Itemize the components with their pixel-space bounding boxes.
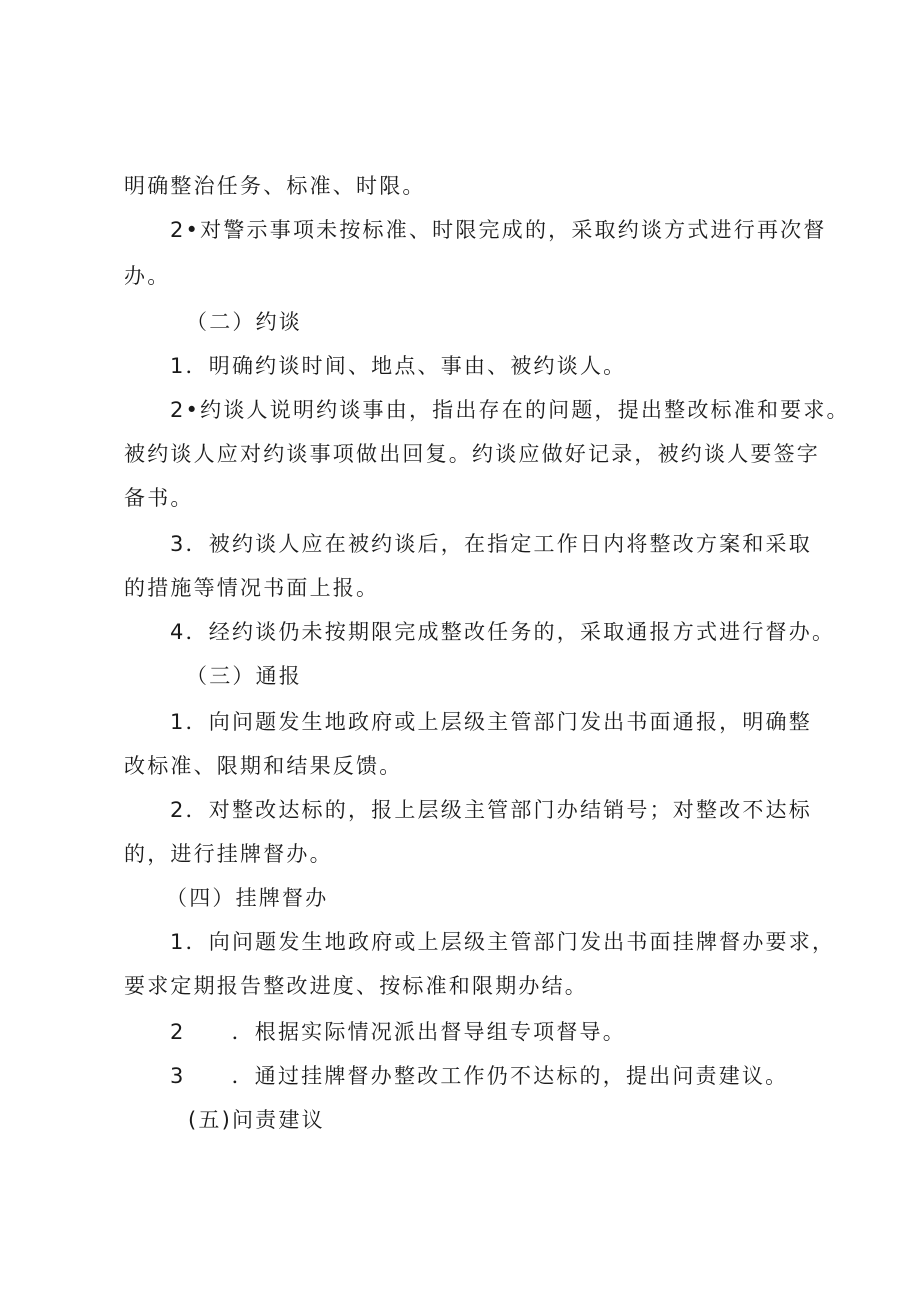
- section-heading: （二）约谈: [186, 310, 302, 334]
- item-number: 3: [170, 1064, 186, 1088]
- item-text: ．根据实际情况派出督导组专项督导。: [231, 1020, 626, 1044]
- paragraph-line: 改标准、限期和结果反馈。: [124, 754, 403, 778]
- paragraph-line: 明确整治任务、标准、时限。: [124, 174, 426, 198]
- paragraph-line: 1．明确约谈时间、地点、事由、被约谈人。: [170, 354, 627, 378]
- paragraph-line: 1．向问题发生地政府或上层级主管部门发出书面通报，明确整: [170, 710, 812, 734]
- paragraph-line: 备书。: [124, 486, 194, 510]
- section-heading: （三）通报: [186, 664, 302, 688]
- paragraph-line: 要求定期报告整改进度、按标准和限期办结。: [124, 974, 588, 998]
- paragraph-line: 被约谈人应对约谈事项做出回复。约谈应做好记录，被约谈人要签字: [124, 442, 820, 466]
- section-heading: （四）挂牌督办: [166, 886, 329, 910]
- paragraph-line-split: [170, 1062, 788, 1090]
- paragraph-line: 4．经约谈仍未按期限完成整改任务的，采取通报方式进行督办。: [170, 620, 836, 644]
- paragraph-line: 2•约谈人说明约谈事由，指出存在的问题，提出整改标准和要求。: [170, 398, 850, 422]
- item-text: ．通过挂牌督办整改工作仍不达标的，提出问责建议。: [231, 1064, 789, 1088]
- paragraph-line: 2．对整改达标的，报上层级主管部门办结销号；对整改不达标: [170, 798, 812, 822]
- paragraph-line: 办。: [124, 264, 171, 288]
- section-heading: (五)问责建议: [188, 1108, 325, 1132]
- paragraph-line: 1．向问题发生地政府或上层级主管部门发出书面挂牌督办要求，: [170, 930, 836, 954]
- paragraph-line: 3．被约谈人应在被约谈后，在指定工作日内将整改方案和采取: [170, 532, 812, 556]
- paragraph-line: 2•对警示事项未按标准、时限完成的，采取约谈方式进行再次督: [170, 218, 827, 242]
- paragraph-line: 的措施等情况书面上报。: [124, 576, 380, 600]
- paragraph-line: 的，进行挂牌督办。: [124, 842, 333, 866]
- item-number: 2: [170, 1020, 186, 1044]
- paragraph-line-split: [170, 1018, 626, 1046]
